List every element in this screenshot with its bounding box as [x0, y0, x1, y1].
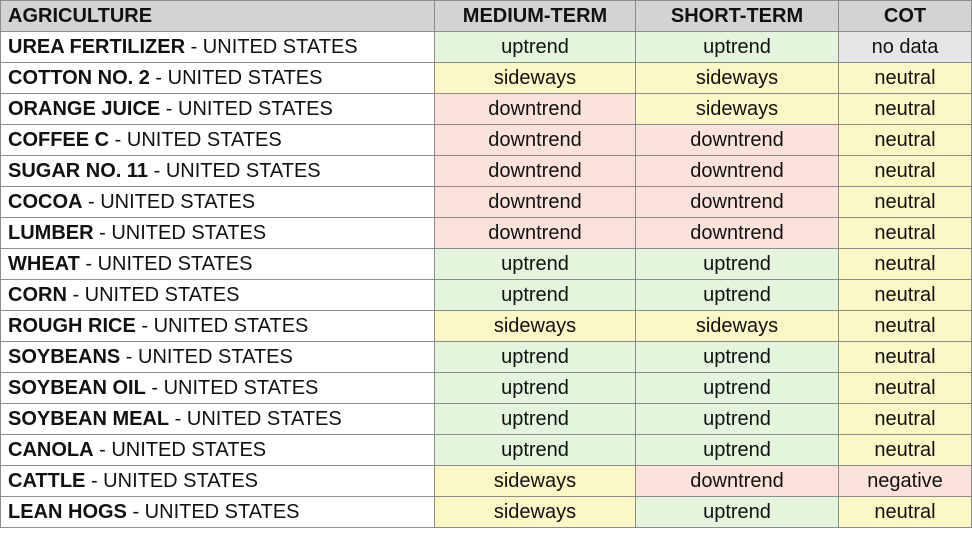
- commodity-cell: [1, 342, 435, 373]
- short-term-signal: uptrend: [636, 280, 839, 311]
- medium-term-signal: sideways: [435, 63, 636, 94]
- commodity-cell: [1, 497, 435, 528]
- short-term-signal: sideways: [636, 311, 839, 342]
- cot-signal: neutral: [839, 342, 972, 373]
- table-row: [1, 435, 972, 466]
- short-term-signal: uptrend: [636, 497, 839, 528]
- table-row: [1, 125, 972, 156]
- commodity-name: WHEAT: [8, 252, 80, 275]
- cot-signal: neutral: [839, 63, 972, 94]
- short-term-signal: uptrend: [636, 32, 839, 63]
- commodity-region: - UNITED STATES: [109, 128, 282, 151]
- table-row: [1, 249, 972, 280]
- commodity-region: - UNITED STATES: [145, 376, 319, 399]
- medium-term-signal: uptrend: [435, 404, 636, 435]
- commodity-cell: [1, 187, 435, 218]
- cot-signal: no data: [839, 32, 972, 63]
- cot-signal: neutral: [839, 249, 972, 280]
- table-row: [1, 497, 972, 528]
- commodity-region: - UNITED STATES: [66, 283, 240, 306]
- commodity-name: LEAN HOGS: [8, 500, 127, 523]
- commodity-cell: [1, 218, 435, 249]
- commodity-name: LUMBER: [8, 221, 94, 244]
- commodity-region: - UNITED STATES: [126, 500, 300, 523]
- commodity-name: UREA FERTILIZER: [8, 35, 186, 58]
- table-row: [1, 187, 972, 218]
- header-row: [1, 1, 972, 32]
- table-row: [1, 280, 972, 311]
- column-header-short-term: SHORT-TERM: [636, 1, 839, 32]
- commodity-cell: [1, 466, 435, 497]
- cot-signal: neutral: [839, 404, 972, 435]
- commodity-region: - UNITED STATES: [149, 66, 323, 89]
- column-header-cot: COT: [839, 1, 972, 32]
- commodity-region: - UNITED STATES: [79, 252, 253, 275]
- short-term-signal: downtrend: [636, 218, 839, 249]
- short-term-signal: downtrend: [636, 187, 839, 218]
- medium-term-signal: sideways: [435, 497, 636, 528]
- short-term-signal: uptrend: [636, 373, 839, 404]
- short-term-signal: downtrend: [636, 156, 839, 187]
- table-row: [1, 32, 972, 63]
- commodity-name: CANOLA: [8, 438, 94, 461]
- medium-term-signal: downtrend: [435, 125, 636, 156]
- short-term-signal: uptrend: [636, 249, 839, 280]
- commodity-name: COFFEE C: [8, 128, 110, 151]
- commodity-name: CORN: [8, 283, 67, 306]
- commodity-cell: [1, 63, 435, 94]
- commodity-name: ORANGE JUICE: [8, 97, 161, 120]
- commodity-cell: [1, 125, 435, 156]
- short-term-signal: uptrend: [636, 342, 839, 373]
- commodity-region: - UNITED STATES: [82, 190, 256, 213]
- medium-term-signal: downtrend: [435, 218, 636, 249]
- cot-signal: neutral: [839, 156, 972, 187]
- table-row: [1, 218, 972, 249]
- commodity-region: - UNITED STATES: [160, 97, 333, 120]
- cot-signal: neutral: [839, 125, 972, 156]
- commodity-cell: [1, 156, 435, 187]
- table-row: [1, 156, 972, 187]
- table-row: [1, 404, 972, 435]
- medium-term-signal: downtrend: [435, 156, 636, 187]
- medium-term-signal: downtrend: [435, 94, 636, 125]
- table-row: [1, 63, 972, 94]
- commodity-name: SOYBEAN MEAL: [8, 407, 170, 430]
- medium-term-signal: sideways: [435, 311, 636, 342]
- medium-term-signal: sideways: [435, 466, 636, 497]
- commodity-region: - UNITED STATES: [85, 469, 259, 492]
- table-row: [1, 342, 972, 373]
- commodity-name: ROUGH RICE: [8, 314, 136, 337]
- commodity-cell: [1, 373, 435, 404]
- cot-signal: neutral: [839, 94, 972, 125]
- commodity-cell: [1, 94, 435, 125]
- column-header-medium-term: MEDIUM-TERM: [435, 1, 636, 32]
- medium-term-signal: uptrend: [435, 249, 636, 280]
- medium-term-signal: uptrend: [435, 280, 636, 311]
- commodity-name: COCOA: [8, 190, 83, 213]
- medium-term-signal: uptrend: [435, 342, 636, 373]
- short-term-signal: sideways: [636, 94, 839, 125]
- commodity-region: - UNITED STATES: [148, 159, 321, 182]
- short-term-signal: downtrend: [636, 125, 839, 156]
- commodity-region: - UNITED STATES: [120, 345, 293, 368]
- commodity-region: - UNITED STATES: [93, 438, 267, 461]
- cot-signal: neutral: [839, 280, 972, 311]
- commodity-name: COTTON NO. 2: [8, 66, 150, 89]
- short-term-signal: uptrend: [636, 404, 839, 435]
- short-term-signal: uptrend: [636, 435, 839, 466]
- table-row: [1, 94, 972, 125]
- table-row: [1, 373, 972, 404]
- commodity-cell: [1, 404, 435, 435]
- short-term-signal: sideways: [636, 63, 839, 94]
- cot-signal: neutral: [839, 497, 972, 528]
- commodity-cell: [1, 280, 435, 311]
- medium-term-signal: uptrend: [435, 32, 636, 63]
- cot-signal: neutral: [839, 311, 972, 342]
- medium-term-signal: uptrend: [435, 435, 636, 466]
- commodity-region: - UNITED STATES: [169, 407, 342, 430]
- cot-signal: negative: [839, 466, 972, 497]
- short-term-signal: downtrend: [636, 466, 839, 497]
- commodity-name: SOYBEANS: [8, 345, 121, 368]
- commodity-region: - UNITED STATES: [185, 35, 358, 58]
- commodity-cell: [1, 435, 435, 466]
- cot-signal: neutral: [839, 373, 972, 404]
- medium-term-signal: downtrend: [435, 187, 636, 218]
- commodity-cell: [1, 249, 435, 280]
- medium-term-signal: uptrend: [435, 373, 636, 404]
- commodity-region: - UNITED STATES: [135, 314, 309, 337]
- cot-signal: neutral: [839, 218, 972, 249]
- commodity-name: SUGAR NO. 11: [8, 159, 149, 182]
- commodity-cell: [1, 311, 435, 342]
- table-row: [1, 311, 972, 342]
- column-header-agriculture: AGRICULTURE: [1, 1, 435, 32]
- cot-signal: neutral: [839, 187, 972, 218]
- commodity-region: - UNITED STATES: [93, 221, 267, 244]
- commodity-name: CATTLE: [8, 469, 86, 492]
- table-row: [1, 466, 972, 497]
- cot-signal: neutral: [839, 435, 972, 466]
- commodity-name: SOYBEAN OIL: [8, 376, 146, 399]
- commodity-cell: [1, 32, 435, 63]
